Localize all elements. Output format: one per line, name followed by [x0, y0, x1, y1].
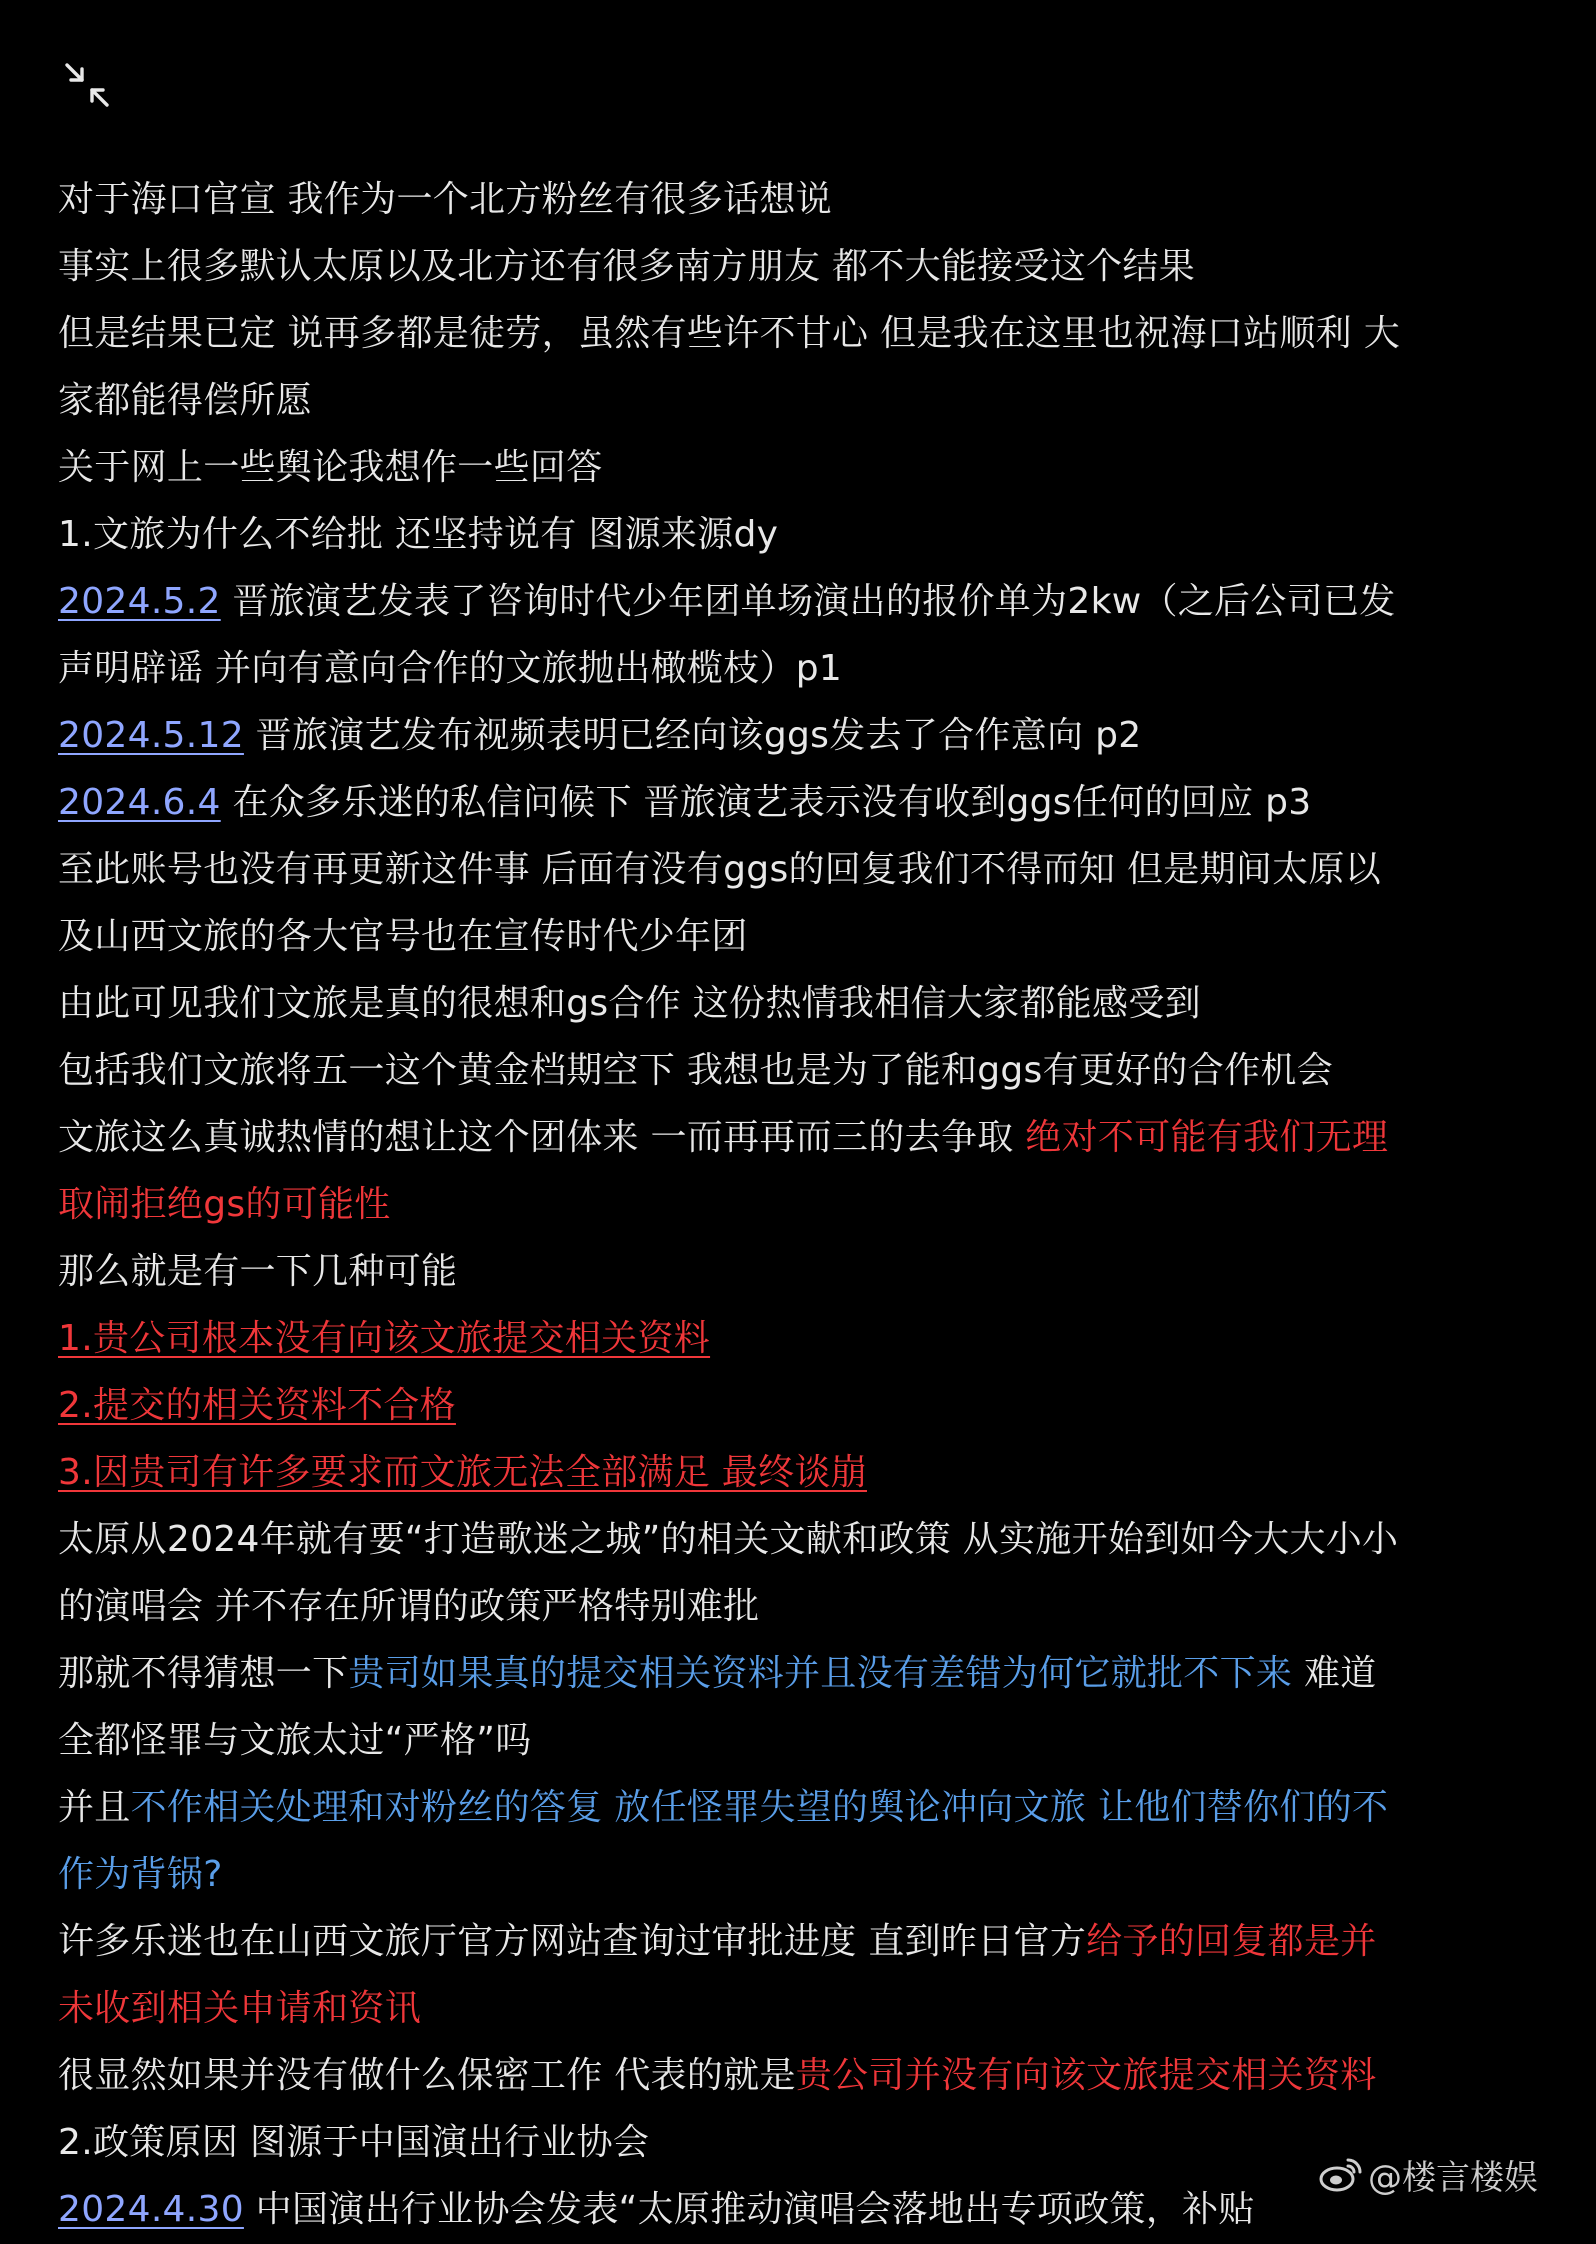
- body-text: 1.文旅为什么不给批 还坚持说有 图源来源dy: [58, 514, 779, 555]
- post-body: [58, 166, 1538, 2243]
- highlight-blue-text: 贵司如果真的提交相关资料并且没有差错为何它就批不下来: [348, 1653, 1293, 1694]
- weibo-logo-icon: [1318, 2154, 1364, 2194]
- body-text: 对于海口官宣 我作为一个北方粉丝有很多话想说: [58, 179, 833, 220]
- highlight-red-text: 取闹拒绝gs的可能性: [58, 1184, 391, 1225]
- watermark-text: @楼言楼娱: [1368, 2157, 1538, 2198]
- text-line: [58, 970, 1538, 1037]
- highlight-blue-text: 作为背锅?: [58, 1854, 223, 1895]
- highlight-red-text: 给予的回复都是并: [1086, 1921, 1377, 1962]
- text-line: [58, 769, 1538, 836]
- body-text: 太原从2024年就有要“打造歌迷之城”的相关文献和政策 从实施开始到如今大大小小: [58, 1519, 1399, 1560]
- body-text: 那就不得猜想一下: [58, 1653, 349, 1694]
- body-text: 并且: [58, 1787, 131, 1828]
- text-line: [58, 1573, 1538, 1640]
- text-line: [58, 166, 1538, 233]
- body-text: 关于网上一些舆论我想作一些回答: [58, 447, 603, 488]
- text-line: [58, 1305, 1538, 1372]
- highlight-red-underlined-text: 2.提交的相关资料不合格: [58, 1385, 456, 1426]
- body-text: 很显然如果并没有做什么保密工作 代表的就是: [58, 2055, 796, 2096]
- text-line: [58, 1037, 1538, 1104]
- text-line: [58, 1707, 1538, 1774]
- highlight-red-underlined-text: 3.因贵司有许多要求而文旅无法全部满足 最终谈崩: [58, 1452, 867, 1493]
- text-line: [58, 501, 1538, 568]
- body-text: 那么就是有一下几种可能: [58, 1251, 458, 1292]
- text-line: [58, 836, 1538, 903]
- text-line: [58, 1171, 1538, 1238]
- text-line: [58, 2176, 1538, 2243]
- weibo-watermark: [1318, 2148, 1538, 2200]
- text-line: [58, 1975, 1538, 2042]
- date-link[interactable]: 2024.5.12: [58, 715, 244, 756]
- body-text: 家都能得偿所愿: [58, 380, 313, 421]
- text-line: [58, 1774, 1538, 1841]
- date-link[interactable]: 2024.6.4: [58, 782, 221, 823]
- text-line: [58, 1841, 1538, 1908]
- body-text: 包括我们文旅将五一这个黄金档期空下 我想也是为了能和ggs有更好的合作机会: [58, 1050, 1334, 1091]
- text-line: [58, 1640, 1538, 1707]
- text-line: [58, 434, 1538, 501]
- highlight-red-text: 未收到相关申请和资讯: [58, 1988, 422, 2029]
- text-line: [58, 1506, 1538, 1573]
- body-text: 晋旅演艺发表了咨询时代少年团单场演出的报价单为2kw（之后公司已发: [220, 581, 1396, 622]
- body-text: 但是结果已定 说再多都是徒劳，虽然有些许不甘心 但是我在这里也祝海口站顺利 大: [58, 313, 1401, 354]
- text-line: [58, 1104, 1538, 1171]
- text-line: [58, 635, 1538, 702]
- body-text: 2.政策原因 图源于中国演出行业协会: [58, 2122, 650, 2163]
- text-line: [58, 568, 1538, 635]
- body-text: 文旅这么真诚热情的想让这个团体来 一而再再而三的去争取: [58, 1117, 1026, 1158]
- date-link[interactable]: 2024.4.30: [58, 2189, 244, 2230]
- body-text: 至此账号也没有再更新这件事 后面有没有ggs的回复我们不得而知 但是期间太原以: [58, 849, 1382, 890]
- highlight-red-underlined-text: 1.贵公司根本没有向该文旅提交相关资料: [58, 1318, 711, 1359]
- text-line: [58, 233, 1538, 300]
- highlight-red-text: 贵公司并没有向该文旅提交相关资料: [795, 2055, 1377, 2096]
- text-line: [58, 367, 1538, 434]
- collapse-arrows-icon: [62, 60, 112, 110]
- text-line: [58, 702, 1538, 769]
- body-text: 难道: [1292, 1653, 1377, 1694]
- text-line: [58, 300, 1538, 367]
- text-line: [58, 1439, 1538, 1506]
- body-text: 及山西文旅的各大官号也在宣传时代少年团: [58, 916, 748, 957]
- text-line: [58, 2042, 1538, 2109]
- body-text: 声明辟谣 并向有意向合作的文旅抛出橄榄枝）p1: [58, 648, 843, 689]
- date-link[interactable]: 2024.5.2: [58, 581, 221, 622]
- body-text: 许多乐迷也在山西文旅厅官方网站查询过审批进度 直到昨日官方: [58, 1921, 1087, 1962]
- body-text: 晋旅演艺发布视频表明已经向该ggs发去了合作意向 p2: [243, 715, 1142, 756]
- body-text: 由此可见我们文旅是真的很想和gs合作 这份热情我相信大家都能感受到: [58, 983, 1201, 1024]
- collapse-button[interactable]: [60, 58, 114, 112]
- text-line: [58, 1238, 1538, 1305]
- body-text: 的演唱会 并不存在所谓的政策严格特别难批: [58, 1586, 760, 1627]
- body-text: 事实上很多默认太原以及北方还有很多南方朋友 都不大能接受这个结果: [58, 246, 1196, 287]
- text-line: [58, 2109, 1538, 2176]
- text-line: [58, 903, 1538, 970]
- body-text: 中国演出行业协会发表“太原推动演唱会落地出专项政策，补贴: [243, 2189, 1255, 2230]
- text-line: [58, 1908, 1538, 1975]
- highlight-red-text: 绝对不可能有我们无理: [1025, 1117, 1389, 1158]
- text-line: [58, 1372, 1538, 1439]
- highlight-blue-text: 不作相关处理和对粉丝的答复 放任怪罪失望的舆论冲向文旅 让他们替你们的不: [130, 1787, 1389, 1828]
- body-text: 全都怪罪与文旅太过“严格”吗: [58, 1720, 532, 1761]
- body-text: 在众多乐迷的私信问候下 晋旅演艺表示没有收到ggs任何的回应 p3: [220, 782, 1312, 823]
